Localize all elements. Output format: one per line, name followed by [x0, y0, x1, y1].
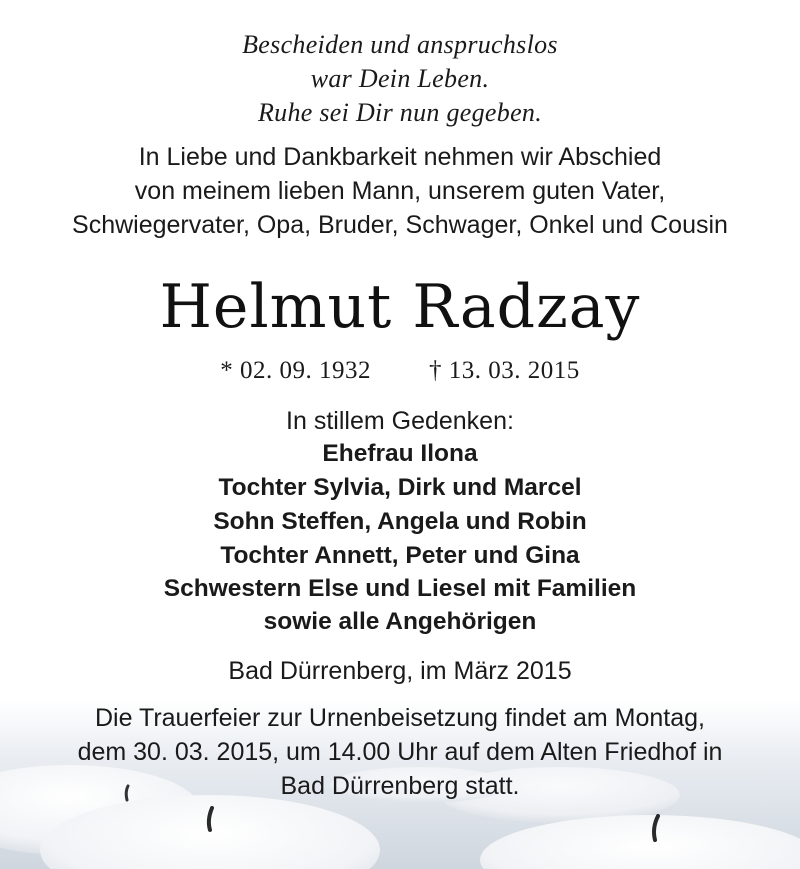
- mourner-line: Schwestern Else und Liesel mit Familien: [163, 575, 637, 602]
- death-date: † 13. 03. 2015: [429, 357, 580, 384]
- intro-line: Schwiegervater, Opa, Bruder, Schwager, Onkel und Cousin: [72, 211, 728, 239]
- intro-line: von meinem lieben Mann, unserem guten Vater,: [134, 177, 666, 205]
- mourner-line: Sohn Steffen, Angela und Robin: [213, 508, 587, 535]
- poem-line: Bescheiden und anspruchslos: [242, 30, 558, 59]
- mourner-line: sowie alle Angehörigen: [263, 608, 537, 635]
- intro-line: In Liebe und Dankbarkeit nehmen wir Abschied: [138, 143, 662, 171]
- mourner-line: Tochter Annett, Peter und Gina: [220, 542, 580, 569]
- service-info-line: Die Trauerfeier zur Urnenbeisetzung findet am Montag,: [94, 704, 706, 732]
- service-info-line: Bad Dürrenberg statt.: [280, 772, 520, 800]
- mourner-line: Tochter Sylvia, Dirk und Marcel: [218, 474, 582, 501]
- place-and-date: Bad Dürrenberg, im März 2015: [228, 657, 572, 685]
- poem-line: war Dein Leben.: [310, 64, 490, 93]
- life-dates: [0, 357, 800, 385]
- poem-line: Ruhe sei Dir nun gegeben.: [257, 98, 543, 127]
- service-info-line: dem 30. 03. 2015, um 14.00 Uhr auf dem Alten Friedhof in: [77, 738, 723, 766]
- birth-date: * 02. 09. 1932: [220, 357, 371, 384]
- deceased-name: Helmut Radzay: [159, 272, 641, 342]
- mourners-heading: In stillem Gedenken:: [286, 407, 514, 435]
- mourner-line: Ehefrau Ilona: [322, 440, 478, 467]
